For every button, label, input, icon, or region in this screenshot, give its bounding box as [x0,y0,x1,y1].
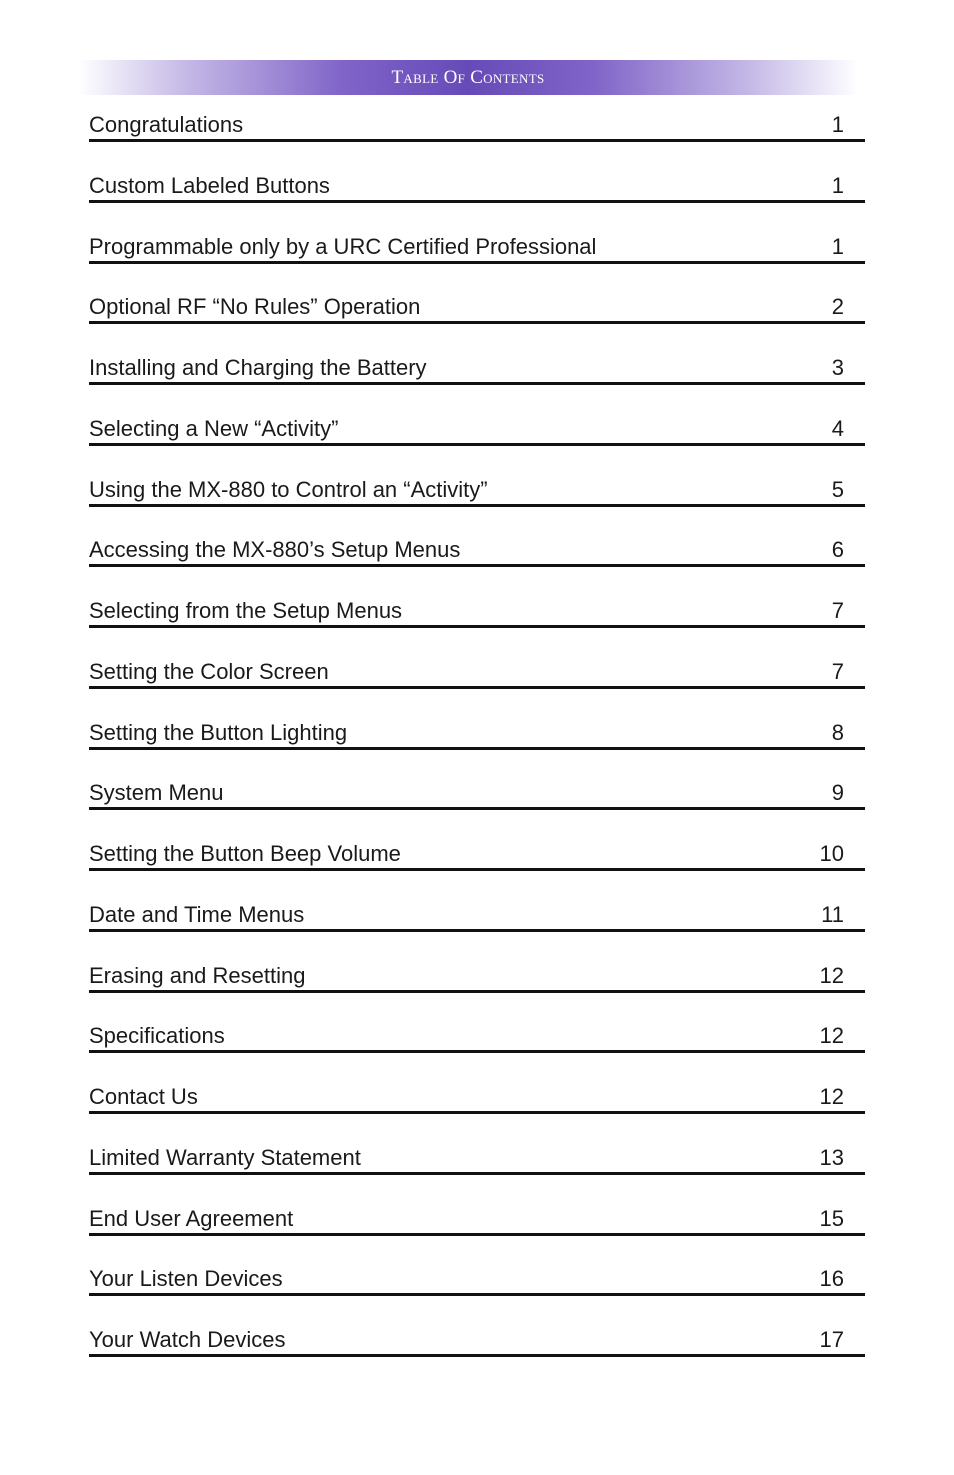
toc-entry[interactable] [89,567,865,628]
toc-entry-title: End User Agreement [89,1205,294,1231]
toc-entry-page: 5 [831,476,844,502]
toc-entry-page: 10 [819,841,844,866]
toc-entry[interactable] [89,810,865,871]
table-of-contents [89,104,865,1357]
toc-entry-title: Setting the Button Beep Volume [89,841,401,866]
toc-entry-title: Custom Labeled Buttons [89,172,330,198]
toc-entry-page: 7 [831,658,844,684]
toc-entry-title: Specifications [89,1023,225,1049]
toc-entry-page: 9 [831,780,844,806]
toc-entry[interactable] [89,1114,865,1175]
toc-entry-title: Using the MX-880 to Control an “Activity” [89,476,488,502]
toc-entry[interactable] [89,1053,865,1114]
toc-entry-title: Your Watch Devices [89,1327,286,1352]
toc-entry-title: Contact Us [89,1084,198,1109]
toc-entry-title: System Menu [89,780,224,806]
toc-rule [89,1354,865,1357]
toc-entry[interactable] [89,203,865,264]
toc-header-bar [78,60,858,95]
toc-entry-title: Optional RF “No Rules” Operation [89,294,421,320]
toc-entry[interactable] [89,264,865,325]
toc-entry-title: Date and Time Menus [89,901,305,927]
toc-entry-page: 1 [831,112,844,137]
toc-entry-page: 16 [819,1266,844,1292]
toc-entry-page: 7 [831,598,844,623]
toc-entry[interactable] [89,1236,865,1297]
toc-entry-title: Erasing and Resetting [89,962,306,988]
toc-entry-title: Selecting a New “Activity” [89,415,339,441]
toc-entry-title: Setting the Color Screen [89,658,329,684]
toc-entry-title: Your Listen Devices [89,1266,283,1292]
toc-entry-title: Selecting from the Setup Menus [89,598,403,623]
toc-entry[interactable] [89,1175,865,1236]
toc-entry-page: 13 [819,1144,844,1170]
toc-entry-title: Limited Warranty Statement [89,1144,361,1170]
toc-entry[interactable] [89,993,865,1054]
toc-entry[interactable] [89,446,865,507]
toc-entry-title: Congratulations [89,112,244,137]
toc-entry[interactable] [89,1296,865,1357]
toc-entry-page: 1 [831,172,844,198]
toc-entry-page: 4 [831,415,844,441]
toc-entry[interactable] [89,689,865,750]
toc-entry-page: 12 [819,1023,844,1049]
toc-entry[interactable] [89,932,865,993]
toc-entry-page: 11 [821,901,844,927]
toc-entry-title: Accessing the MX-880’s Setup Menus [89,537,461,563]
toc-entry-title: Installing and Charging the Battery [89,355,427,380]
toc-entry-page: 8 [831,719,844,745]
toc-entry-page: 12 [819,962,844,988]
toc-entry-title: Programmable only by a URC Certified Professional [89,233,597,259]
toc-entry[interactable] [89,142,865,203]
toc-heading: Table Of Contents [391,67,545,88]
toc-entry[interactable] [89,871,865,932]
toc-entry-title: Setting the Button Lighting [89,719,348,745]
toc-entry-page: 15 [819,1205,844,1231]
toc-entry-page: 3 [831,355,844,380]
toc-entry[interactable] [89,507,865,568]
toc-entry[interactable] [89,750,865,811]
toc-entry-page: 17 [819,1327,844,1352]
toc-entry-page: 1 [831,233,844,259]
toc-entry[interactable] [89,385,865,446]
toc-entry[interactable] [89,104,865,142]
toc-entry[interactable] [89,628,865,689]
toc-entry-page: 12 [819,1084,844,1109]
toc-entry[interactable] [89,324,865,385]
toc-entry-page: 6 [831,537,844,563]
toc-entry-page: 2 [831,294,844,320]
